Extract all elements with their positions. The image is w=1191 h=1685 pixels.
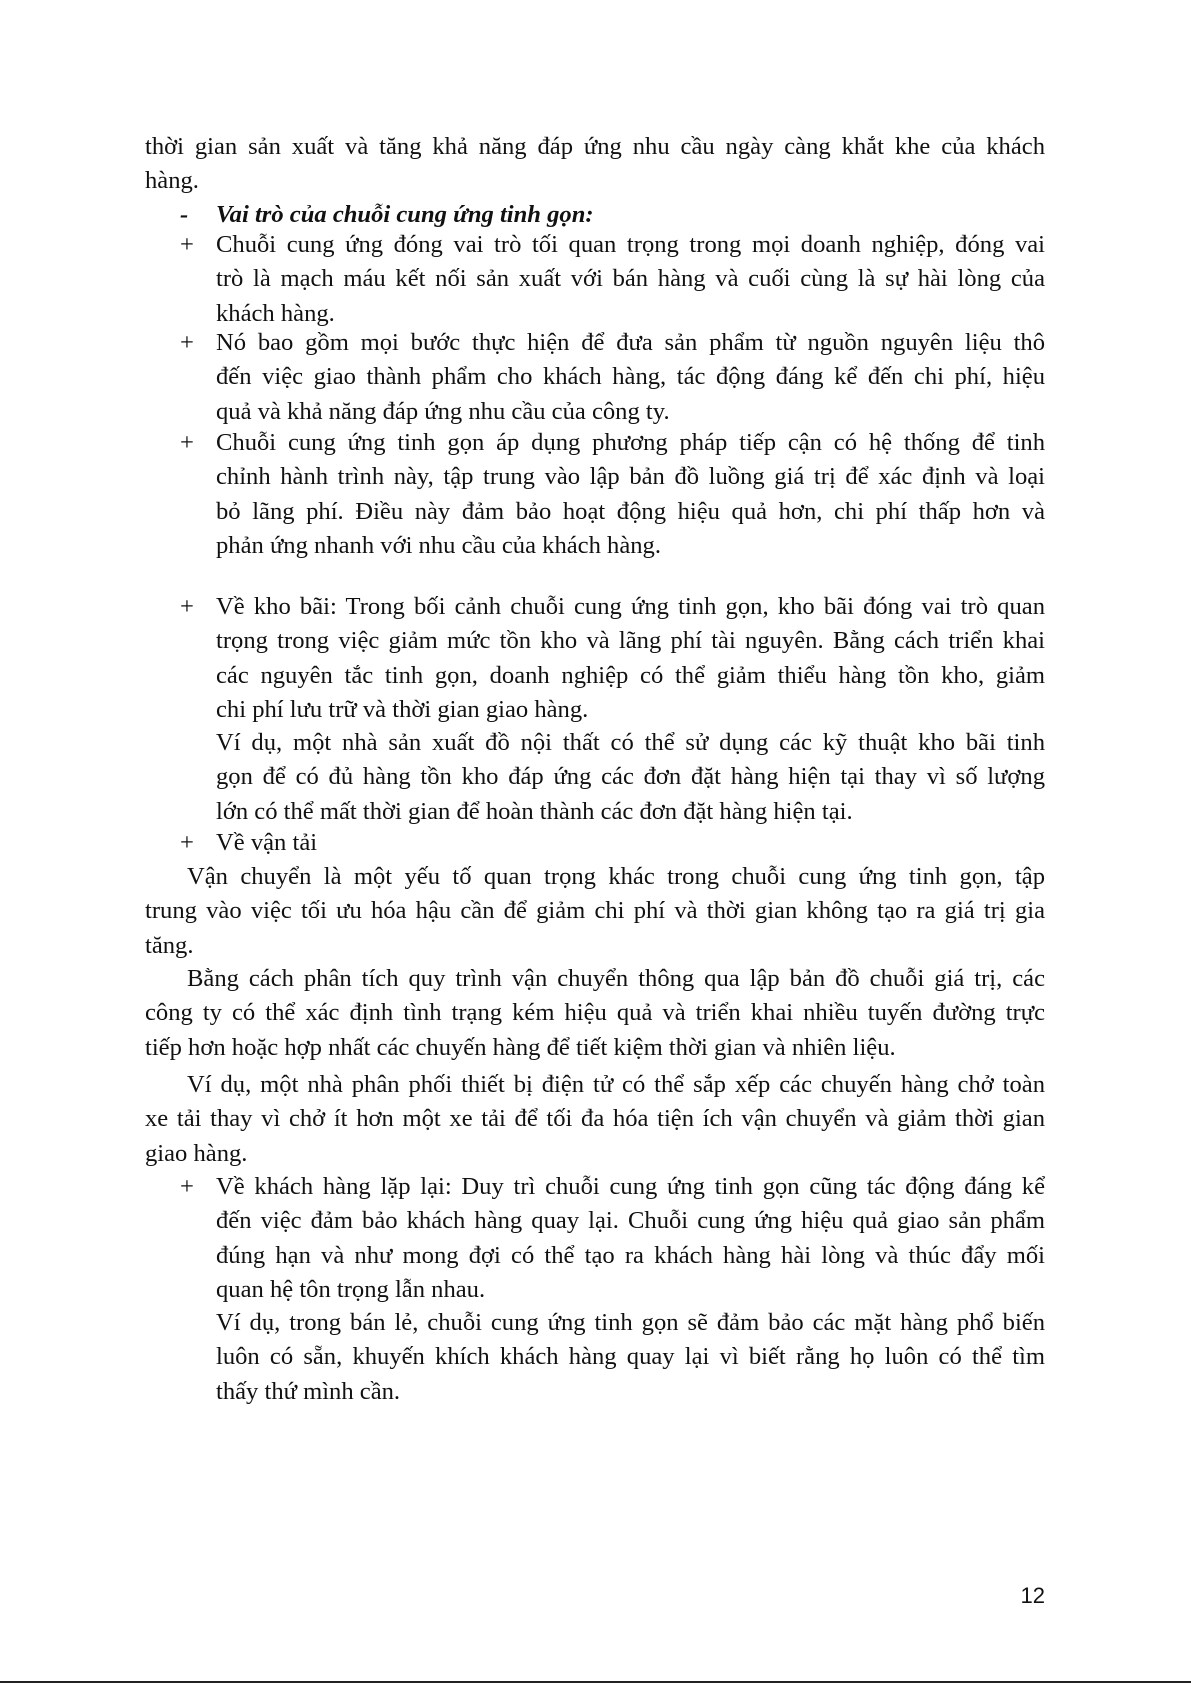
plus-bullet: + (180, 329, 194, 356)
text-line: công ty có thể xác định tình trạng kém hiệu quả và triển khai nhiều tuyến đường trực (145, 999, 1045, 1027)
bottom-rule (0, 1681, 1191, 1683)
example-paragraph (216, 1306, 1045, 1409)
text-line: Nó bao gồm mọi bước thực hiện để đưa sản phẩm từ nguồn nguyên liệu thô (216, 329, 1045, 356)
text-line: đến việc giao thành phẩm cho khách hàng, tác động đáng kể đến chi phí, hiệu (216, 363, 1045, 391)
text-line: Ví dụ, một nhà sản xuất đồ nội thất có thể sử dụng các kỹ thuật kho bãi tinh (216, 729, 1045, 756)
text-line: luôn có sẵn, khuyến khích khách hàng quay lại vì biết rằng họ luôn có thể tìm (216, 1343, 1045, 1371)
text-line: gọn để có đủ hàng tồn kho đáp ứng các đơn đặt hàng hiện tại thay vì số lượng (216, 763, 1045, 791)
text-line: đến việc đảm bảo khách hàng quay lại. Chuỗi cung ứng hiệu quả giao sản phẩm (216, 1207, 1045, 1235)
text-line: các nguyên tắc tinh gọn, doanh nghiệp có thể giảm thiểu hàng tồn kho, giảm (216, 661, 1045, 689)
text-line: tiếp hơn hoặc hợp nhất các chuyến hàng để tiết kiệm thời gian và nhiên liệu. (145, 1033, 896, 1061)
text-line: Bằng cách phân tích quy trình vận chuyển thông qua lập bản đồ chuỗi giá trị, các (187, 965, 1045, 992)
text-line: quả và khả năng đáp ứng nhu cầu của công ty. (216, 397, 670, 425)
text-line: thấy thứ mình cần. (216, 1377, 401, 1405)
plus-bullet: + (180, 429, 194, 456)
example-paragraph (216, 726, 1045, 829)
text-line: Vận chuyển là một yếu tố quan trọng khác trong chuỗi cung ứng tinh gọn, tập (187, 863, 1045, 890)
heading-text: Vai trò của chuỗi cung ứng tinh gọn: (216, 201, 594, 228)
text-line: Về khách hàng lặp lại: Duy trì chuỗi cung ứng tinh gọn cũng tác động đáng kể (216, 1173, 1045, 1200)
text-line: Ví dụ, trong bán lẻ, chuỗi cung ứng tinh gọn sẽ đảm bảo các mặt hàng phổ biến (216, 1309, 1045, 1336)
text-line: trung vào việc tối ưu hóa hậu cần để giảm chi phí và thời gian không tạo ra giá trị gia (145, 897, 1045, 925)
text-line: Chuỗi cung ứng tinh gọn áp dụng phương pháp tiếp cận có hệ thống để tinh (216, 429, 1045, 456)
text-line: thời gian sản xuất và tăng khả năng đáp ứng nhu cầu ngày càng khắt khe của khách (145, 133, 1045, 160)
text-line: Về vận tải (216, 829, 318, 856)
text-line: Ví dụ, một nhà phân phối thiết bị điện tử có thể sắp xếp các chuyến hàng chở toàn (187, 1071, 1045, 1098)
plus-bullet: + (180, 829, 194, 856)
body-paragraph (145, 962, 1045, 1065)
body-paragraph (145, 860, 1045, 963)
text-line: phản ứng nhanh với nhu cầu của khách hàng. (216, 532, 661, 560)
list-item (216, 1170, 1045, 1308)
plus-bullet: + (180, 593, 194, 620)
list-item (216, 826, 1045, 860)
text-line: chi phí lưu trữ và thời gian giao hàng. (216, 696, 589, 724)
list-item (216, 426, 1045, 564)
plus-bullet: + (180, 1173, 194, 1200)
text-line: lớn có thể mất thời gian để hoàn thành các đơn đặt hàng hiện tại. (216, 797, 853, 825)
text-line: bỏ lãng phí. Điều này đảm bảo hoạt động hiệu quả hơn, chi phí thấp hơn và (216, 497, 1045, 525)
text-line: chỉnh hành trình này, tập trung vào lập bản đồ luồng giá trị để xác định và loại (216, 463, 1045, 491)
text-line: trọng trong việc giảm mức tồn kho và lãng phí tài nguyên. Bằng cách triển khai (216, 627, 1045, 655)
text-line: hàng. (145, 167, 199, 195)
text-line: Chuỗi cung ứng đóng vai trò tối quan trọng trong mọi doanh nghiệp, đóng vai (216, 231, 1045, 258)
body-paragraph (145, 1068, 1045, 1171)
text-line: đúng hạn và như mong đợi có thể tạo ra khách hàng hài lòng và thúc đẩy mối (216, 1241, 1045, 1269)
text-line: giao hàng. (145, 1139, 248, 1167)
text-line: xe tải thay vì chở ít hơn một xe tải để tối đa hóa tiện ích vận chuyển và giảm thời gian (145, 1105, 1045, 1133)
text-line: khách hàng. (216, 299, 335, 327)
list-item (216, 326, 1045, 429)
page-number: 12 (1020, 1583, 1045, 1608)
text-line: Về kho bãi: Trong bối cảnh chuỗi cung ứng tinh gọn, kho bãi đóng vai trò quan (216, 593, 1045, 620)
text-line: trò là mạch máu kết nối sản xuất với bán hàng và cuối cùng là sự hài lòng của (216, 265, 1045, 293)
plus-bullet: + (180, 231, 194, 258)
list-item (216, 590, 1045, 728)
heading-dash: - (180, 201, 189, 228)
text-line: tăng. (145, 931, 194, 959)
intro-paragraph (145, 130, 1045, 199)
text-line: quan hệ tôn trọng lẫn nhau. (216, 1276, 486, 1304)
list-item (216, 228, 1045, 331)
